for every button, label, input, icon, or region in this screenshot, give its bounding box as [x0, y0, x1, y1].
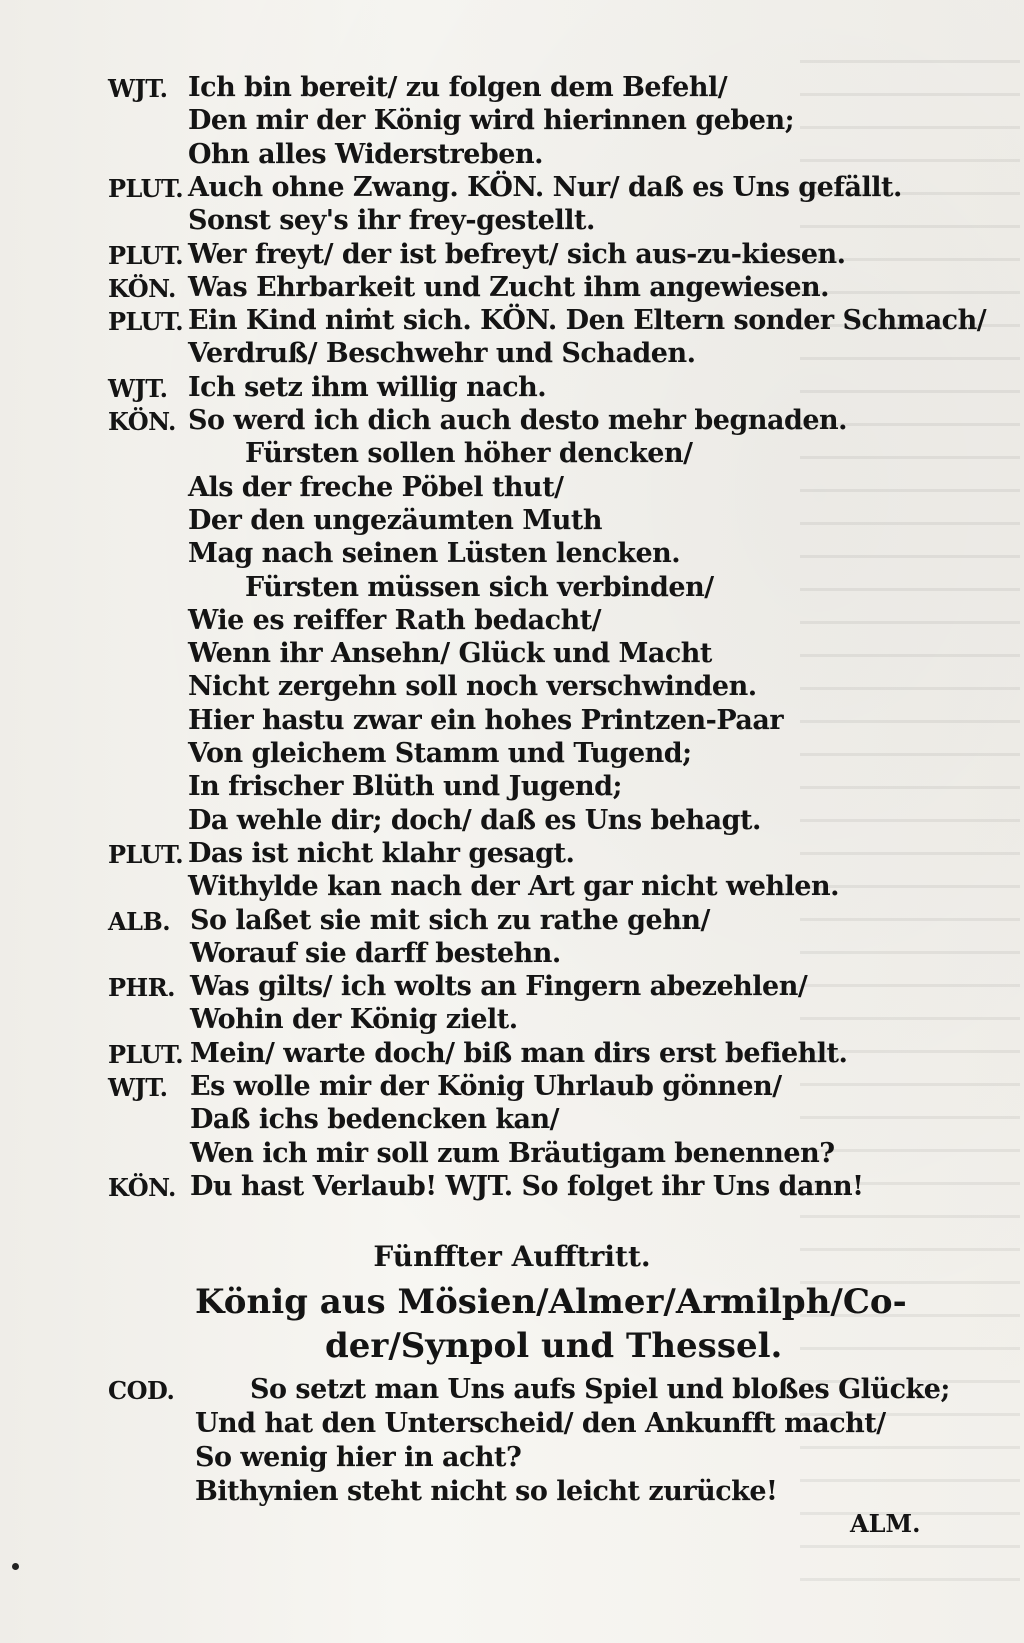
verse-line — [0, 438, 1024, 471]
verse-text: Ohn alles Widerstreben. — [188, 138, 544, 170]
verse-text: Von gleichem Stamm und Tugend; — [188, 738, 692, 769]
speaker-label: KÖN. — [108, 273, 176, 303]
verse-text: Und hat den Unterscheid/ den Ankunfft macht/ — [195, 1408, 886, 1439]
verse-text: Daß ichs bedencken kan/ — [190, 1104, 560, 1136]
speaker-label: COD. — [108, 1376, 175, 1405]
verse-text: Was Ehrbarkeit und Zucht ihm angewiesen. — [188, 271, 830, 303]
verse-text: Wen ich mir soll zum Bräutigam benennen? — [190, 1137, 835, 1169]
verse-text: Wohin der König zielt. — [190, 1004, 518, 1036]
scene-heading: Fünffter Aufftritt. — [373, 1240, 651, 1273]
speaker-label: ALB. — [108, 906, 171, 936]
catchword: ALM. — [850, 1509, 921, 1538]
verse-line — [0, 1138, 1024, 1171]
verse-text: Worauf sie darff bestehn. — [190, 937, 561, 969]
verse-text: In frischer Blüth und Jugend; — [188, 771, 623, 803]
verse-line — [0, 938, 1024, 971]
verse-line — [0, 1104, 1024, 1137]
verse-line — [0, 1071, 1024, 1104]
verse-text: So setzt man Uns aufs Spiel und bloßes Glücke; — [250, 1374, 950, 1405]
verse-line — [0, 239, 1024, 272]
verse-text: Den mir der König wird hierinnen geben; — [188, 105, 795, 137]
verse-line — [0, 538, 1024, 571]
verse-text: Ich bin bereit/ zu folgen dem Befehl/ — [188, 72, 728, 103]
verse-text: Mein/ warte doch/ biß man dirs erst befiehlt. — [190, 1037, 848, 1069]
speaker-label: PLUT. — [108, 839, 184, 869]
speaker-label: WJT. — [108, 1073, 168, 1102]
verse-text: Hier hastu zwar ein hohes Printzen-Paar — [188, 704, 784, 736]
verse-line — [0, 1442, 1024, 1475]
verse-line — [0, 338, 1024, 371]
verse-text: So laßet sie mit sich zu rathe gehn/ — [190, 904, 710, 936]
verse-line — [0, 838, 1024, 871]
verse-text: Fürsten müssen sich verbinden/ — [245, 571, 714, 603]
verse-line — [0, 172, 1024, 205]
verse-line — [0, 638, 1024, 671]
verse-text: So wenig hier in acht? — [195, 1442, 522, 1473]
verse-text: Verdruß/ Beschwehr und Schaden. — [188, 338, 696, 370]
verse-text: Ich setz ihm willig nach. — [188, 371, 547, 403]
speaker-label: KÖN. — [108, 407, 176, 436]
verse-line — [0, 572, 1024, 605]
verse-text: Sonst sey's ihr frey-gestellt. — [188, 205, 595, 237]
verse-line — [0, 671, 1024, 704]
verse-line — [0, 472, 1024, 505]
verse-line — [0, 405, 1024, 438]
verse-line — [0, 705, 1024, 738]
verse-text: Da wehle dir; doch/ daß es Uns behagt. — [188, 804, 761, 836]
verse-line — [0, 738, 1024, 771]
verse-text: Mag nach seinen Lüsten lencken. — [188, 538, 681, 570]
verse-line — [0, 1408, 1024, 1441]
verse-text: Du hast Verlaub! WJT. So folget ihr Uns dann! — [190, 1170, 864, 1202]
verse-line — [0, 805, 1024, 838]
speaker-label: WJT. — [108, 74, 168, 103]
verse-line — [0, 1004, 1024, 1037]
verse-line — [0, 305, 1024, 338]
verse-text: Was gilts/ ich wolts an Fingern abezehlen/ — [190, 971, 808, 1003]
speaker-label: PLUT. — [108, 307, 184, 337]
verse-text: Das ist nicht klahr gesagt. — [188, 837, 575, 869]
verse-text: Wer freyt/ der ist befreyt/ sich aus-zu-kiesen. — [188, 238, 846, 270]
verse-text: Auch ohne Zwang. KÖN. Nur/ daß es Uns gefällt. — [188, 171, 902, 203]
verse-line — [0, 72, 1024, 105]
speaker-label: KÖN. — [108, 1172, 176, 1202]
verse-text: Ein Kind niṁt sich. KÖN. Den Eltern sonder Schmach/ — [188, 305, 987, 337]
verse-line — [0, 871, 1024, 904]
ink-speck — [12, 1563, 19, 1570]
verse-line — [0, 1171, 1024, 1204]
speaker-label: PLUT. — [108, 173, 184, 203]
characters-heading-line-2: der/Synpol und Thessel. — [325, 1326, 783, 1366]
verse-line — [0, 605, 1024, 638]
verse-text: Der den ungezäumten Muth — [188, 504, 602, 536]
verse-line — [0, 971, 1024, 1004]
speaker-label: PHR. — [108, 973, 176, 1003]
verse-line — [0, 905, 1024, 938]
verse-line — [0, 205, 1024, 238]
verse-line — [0, 272, 1024, 305]
verse-text: So werd ich dich auch desto mehr begnaden. — [188, 405, 848, 436]
verse-text: Fürsten sollen höher dencken/ — [245, 438, 693, 470]
verse-text: Nicht zergehn soll noch verschwinden. — [188, 671, 757, 703]
verse-text: Wie es reiffer Rath bedacht/ — [188, 604, 602, 636]
verse-line — [0, 1374, 1024, 1407]
verse-text: Als der freche Pöbel thut/ — [188, 471, 564, 503]
verse-line — [0, 372, 1024, 405]
verse-line — [0, 1476, 1024, 1509]
characters-heading-line-1: König aus Mösien/Almer/Armilph/Co- — [195, 1282, 907, 1322]
verse-line — [0, 771, 1024, 804]
speaker-label: WJT. — [108, 373, 168, 403]
verse-line — [0, 505, 1024, 538]
verse-line — [0, 139, 1024, 172]
verse-text: Bithynien steht nicht so leicht zurücke! — [195, 1476, 778, 1507]
verse-line — [0, 1038, 1024, 1071]
speaker-label: PLUT. — [108, 240, 184, 270]
verse-text: Withylde kan nach der Art gar nicht wehlen. — [188, 871, 840, 903]
speaker-label: PLUT. — [108, 1039, 184, 1069]
verse-line — [0, 105, 1024, 138]
verse-text: Wenn ihr Ansehn/ Glück und Macht — [188, 638, 712, 670]
verse-text: Es wolle mir der König Uhrlaub gönnen/ — [190, 1071, 782, 1102]
